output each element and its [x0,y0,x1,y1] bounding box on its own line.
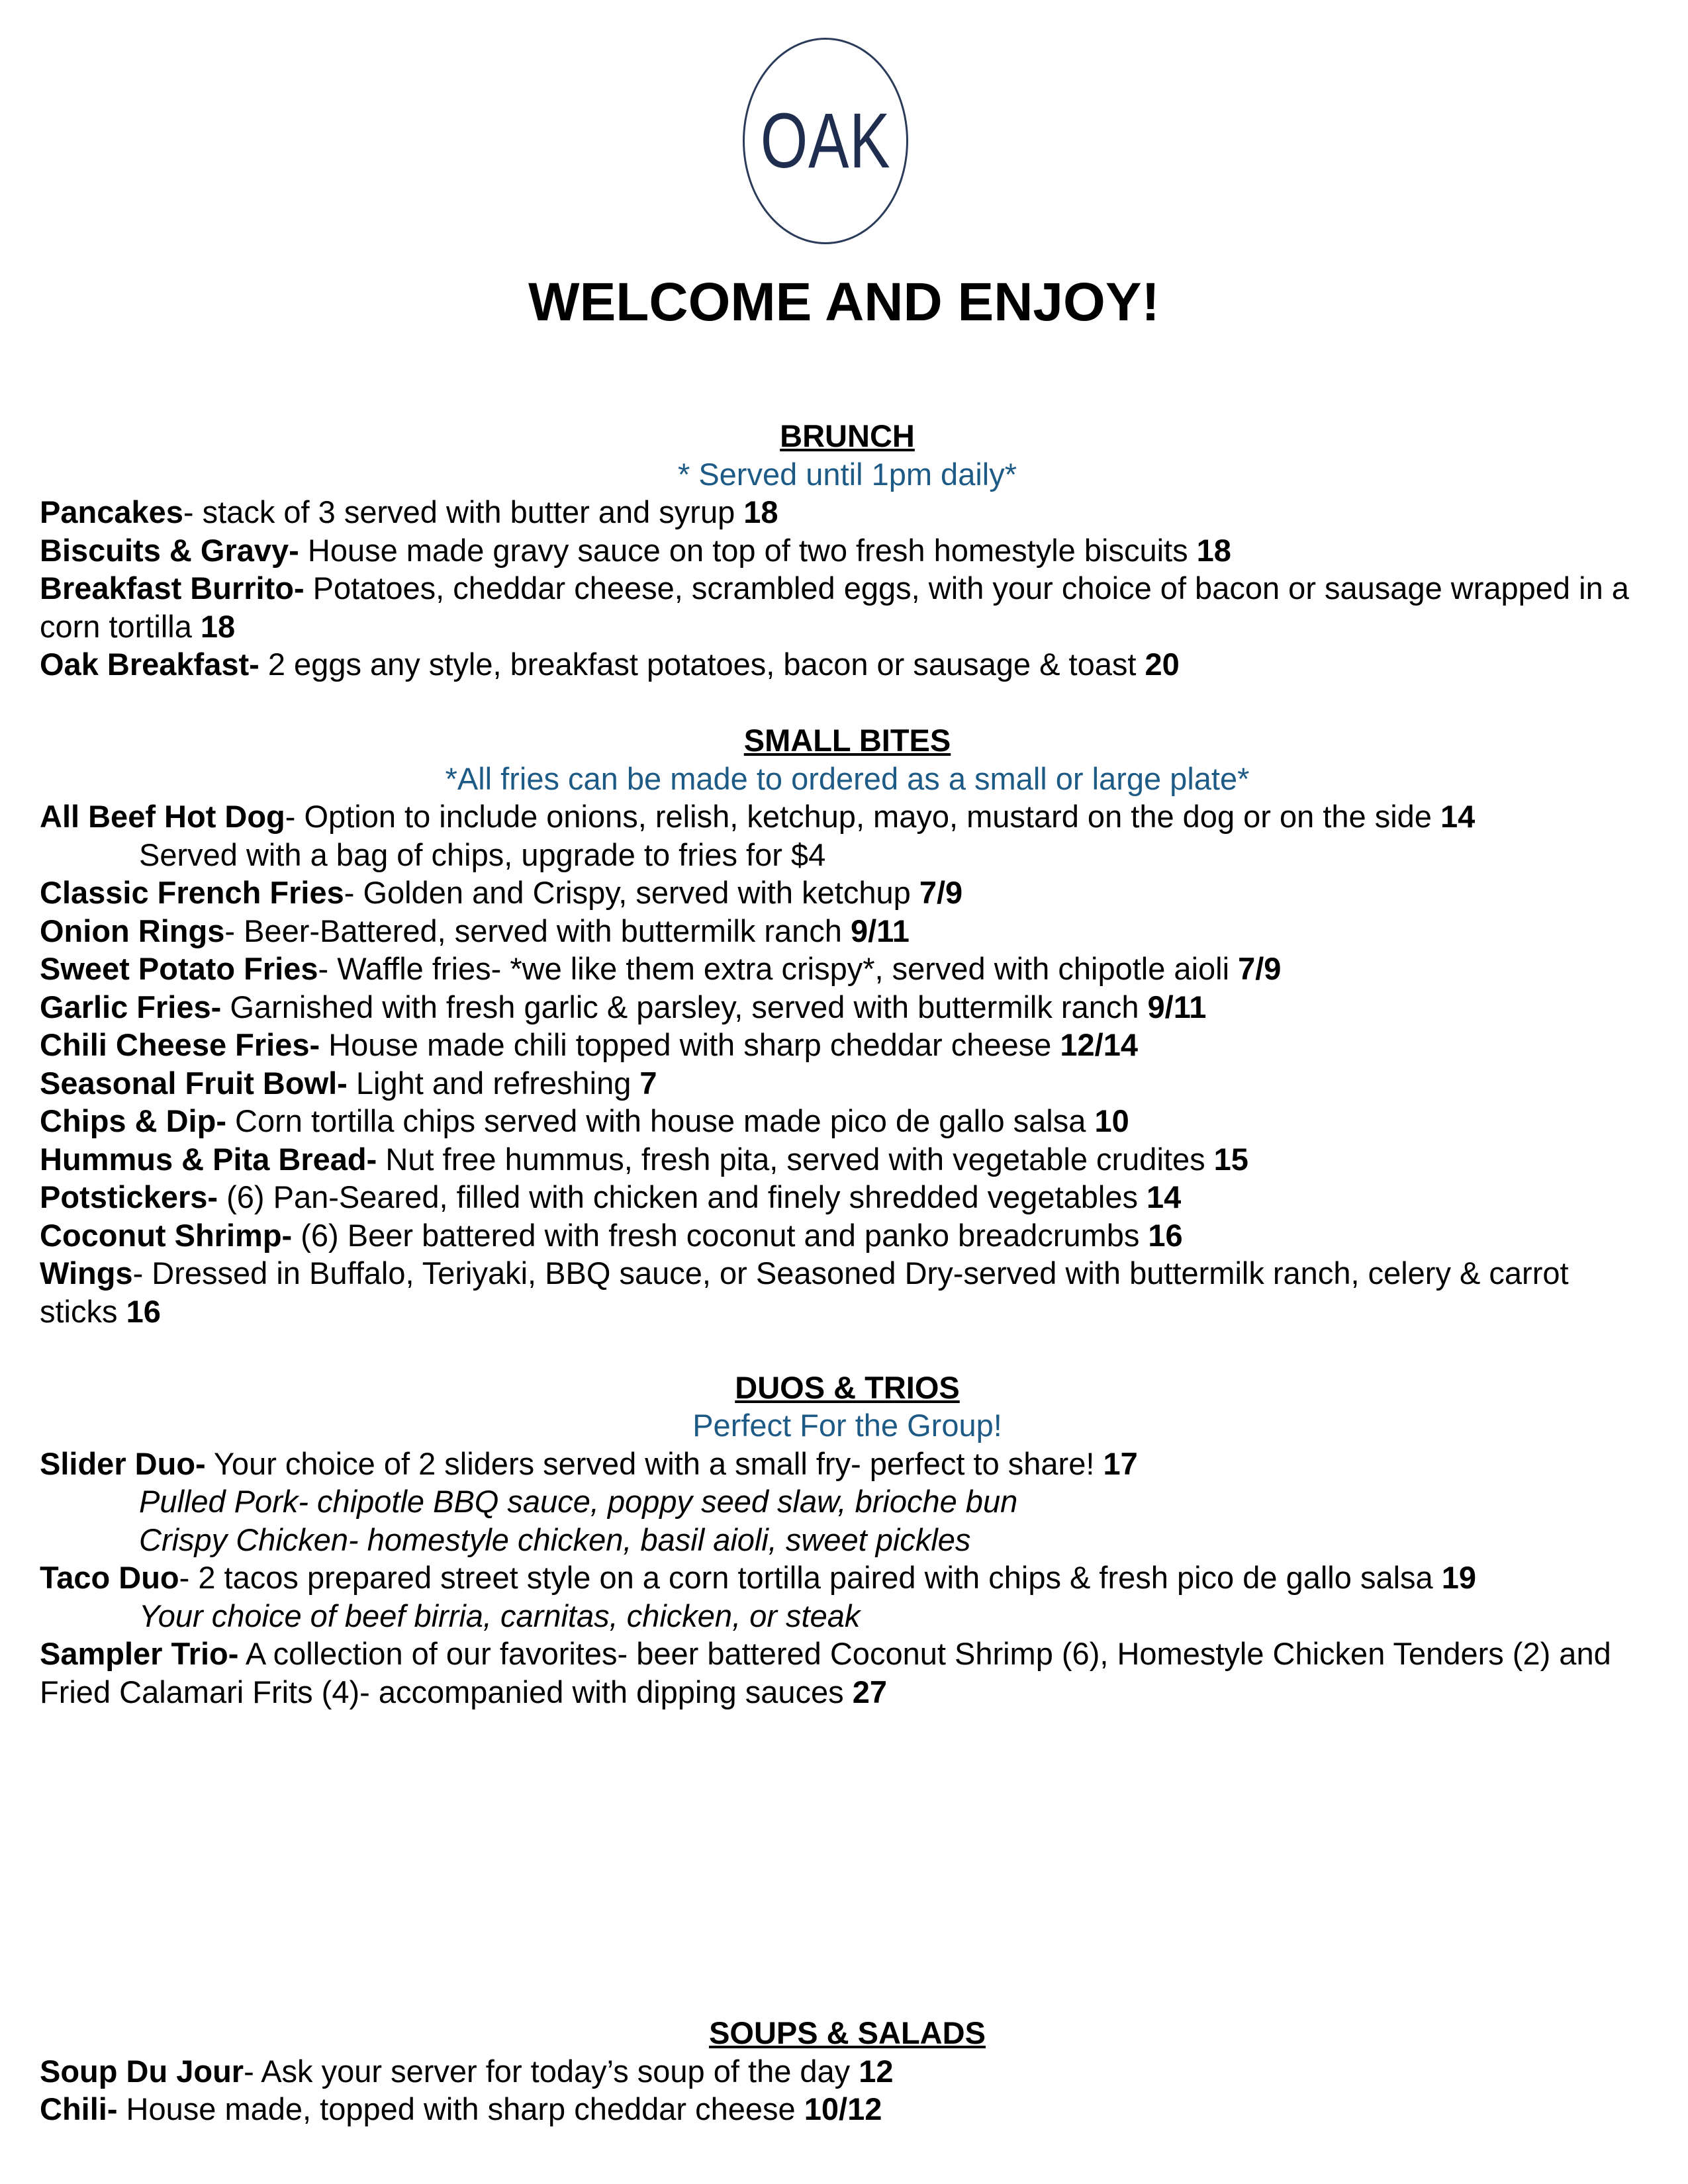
item-price: 7/9 [1238,951,1282,986]
item-option: Your choice of beef birria, carnitas, chicken, or steak [139,1598,861,1633]
menu-item [40,1254,1655,1330]
item-name: Pancakes [40,494,183,529]
item-desc: (6) Pan-Seared, filled with chicken and finely shredded vegetables [218,1179,1147,1214]
menu-item [40,1064,1655,1103]
item-price: 15 [1213,1141,1248,1177]
item-option: Crispy Chicken- homestyle chicken, basil aioli, sweet pickles [139,1522,971,1557]
menu-item [40,1635,1655,1711]
item-name: Soup Du Jour [40,2053,244,2089]
item-name: Potstickers- [40,1179,218,1214]
item-name: Slider Duo- [40,1445,206,1481]
item-price: 20 [1145,647,1180,682]
item-price: 18 [1196,532,1231,568]
menu-item [40,988,1655,1026]
section-gap [40,684,1655,722]
item-name: Chili Cheese Fries- [40,1027,320,1062]
item-desc: House made chili topped with sharp cheddar cheese [320,1027,1060,1062]
item-price: 9/11 [850,913,910,948]
item-desc: Light and refreshing [347,1065,640,1101]
item-name: Sweet Potato Fries [40,951,318,986]
item-desc: - stack of 3 served with butter and syrup [183,494,744,529]
menu-item [40,1026,1655,1064]
item-note: Served with a bag of chips, upgrade to fries for $4 [139,837,826,872]
menu-item [40,493,1655,531]
item-name: Chili- [40,2091,118,2126]
item-name: All Beef Hot Dog [40,799,285,834]
item-desc: Corn tortilla chips served with house made pico de gallo salsa [226,1103,1095,1138]
item-desc: - Beer-Battered, served with buttermilk ranch [224,913,851,948]
item-desc: Garnished with fresh garlic & parsley, served with buttermilk ranch [221,989,1148,1024]
menu-item [40,1140,1655,1179]
item-price: 12/14 [1060,1027,1138,1062]
item-desc: Your choice of 2 sliders served with a small fry- perfect to share! [205,1445,1103,1481]
brunch-title: BRUNCH [780,418,915,453]
small-bites-subtitle: *All fries can be made to ordered as a small or large plate* [445,760,1250,796]
item-name: Onion Rings [40,913,225,948]
item-desc: - 2 tacos prepared street style on a corn tortilla paired with chips & fresh pico de gallo salsa [179,1560,1442,1595]
item-name: Coconut Shrimp- [40,1217,293,1253]
item-desc: A collection of our favorites- beer battered Coconut Shrimp (6), Homestyle Chicken Tenders (2) and Fried Calamari Frits (4)- accompanied with dipping sauces [40,1636,1611,1709]
item-name: Breakfast Burrito- [40,570,305,606]
item-desc: House made gravy sauce on top of two fresh homestyle biscuits [299,532,1197,568]
item-name: Hummus & Pita Bread- [40,1141,377,1177]
item-desc: - Option to include onions, relish, ketchup, mayo, mustard on the dog or on the side [285,799,1441,834]
item-desc: - Golden and Crispy, served with ketchup [344,875,919,910]
menu-item [40,912,1655,950]
item-name: Biscuits & Gravy- [40,532,299,568]
item-desc: - Dressed in Buffalo, Teriyaki, BBQ sauce, or Seasoned Dry-served with buttermilk ranch, celery & carrot sticks [40,1255,1569,1329]
item-name: Wings [40,1255,133,1291]
soups-salads-title: SOUPS & SALADS [709,2015,986,2050]
item-price: 18 [743,494,778,529]
item-price: 27 [852,1674,887,1709]
item-name: Seasonal Fruit Bowl- [40,1065,348,1101]
item-name: Classic French Fries [40,875,344,910]
section-gap [40,1330,1655,1369]
oak-logo [743,38,908,244]
duos-trios-section [40,1369,1655,1711]
item-price: 10/12 [804,2091,882,2126]
duos-trios-subtitle: Perfect For the Group! [692,1408,1002,1443]
brunch-section [40,417,1655,684]
item-desc: - Waffle fries- *we like them extra crispy*, served with chipotle aioli [318,951,1239,986]
item-price: 16 [1148,1217,1183,1253]
item-price: 18 [200,608,236,644]
item-name: Oak Breakfast- [40,647,259,682]
item-price: 12 [859,2053,894,2089]
item-price: 16 [126,1293,161,1329]
menu-item [40,1559,1655,1597]
item-desc: Nut free hummus, fresh pita, served with vegetable crudites [377,1141,1214,1177]
item-price: 10 [1094,1103,1129,1138]
item-desc: Potatoes, cheddar cheese, scrambled eggs, with your choice of bacon or sausage wrapped in a corn tortilla [40,570,1629,644]
menu-item [40,2090,1655,2128]
item-price: 9/11 [1147,989,1207,1024]
menu-item [40,2052,1655,2091]
item-price: 7 [639,1065,657,1101]
menu-item [40,531,1655,570]
menu-item [40,1445,1655,1483]
menu-content [40,417,1655,1711]
item-option: Pulled Pork- chipotle BBQ sauce, poppy seed slaw, brioche bun [139,1484,1018,1519]
item-name: Sampler Trio- [40,1636,239,1671]
item-price: 14 [1147,1179,1182,1214]
menu-item [40,950,1655,988]
item-desc: (6) Beer battered with fresh coconut and panko breadcrumbs [292,1217,1149,1253]
small-bites-section [40,721,1655,1330]
menu-item [40,1216,1655,1255]
menu-item [40,1178,1655,1216]
item-name: Garlic Fries- [40,989,222,1024]
item-desc: House made, topped with sharp cheddar cheese [117,2091,804,2126]
item-price: 7/9 [919,875,963,910]
small-bites-title: SMALL BITES [743,723,951,758]
item-price: 17 [1103,1445,1138,1481]
welcome-heading: WELCOME AND ENJOY! [528,272,1160,332]
item-name: Chips & Dip- [40,1103,226,1138]
menu-item [40,1102,1655,1140]
brunch-subtitle: * Served until 1pm daily* [677,456,1017,492]
item-desc: - Ask your server for today’s soup of the day [244,2053,859,2089]
menu-item [40,645,1655,684]
menu-item [40,569,1655,645]
menu-item [40,797,1655,836]
item-price: 19 [1441,1560,1477,1595]
soups-salads-section [40,2014,1655,2128]
menu-item [40,874,1655,912]
item-price: 14 [1440,799,1476,834]
item-desc: 2 eggs any style, breakfast potatoes, bacon or sausage & toast [259,647,1145,682]
logo-text: OAK [760,97,891,185]
duos-trios-title: DUOS & TRIOS [735,1369,960,1405]
item-name: Taco Duo [40,1560,179,1595]
